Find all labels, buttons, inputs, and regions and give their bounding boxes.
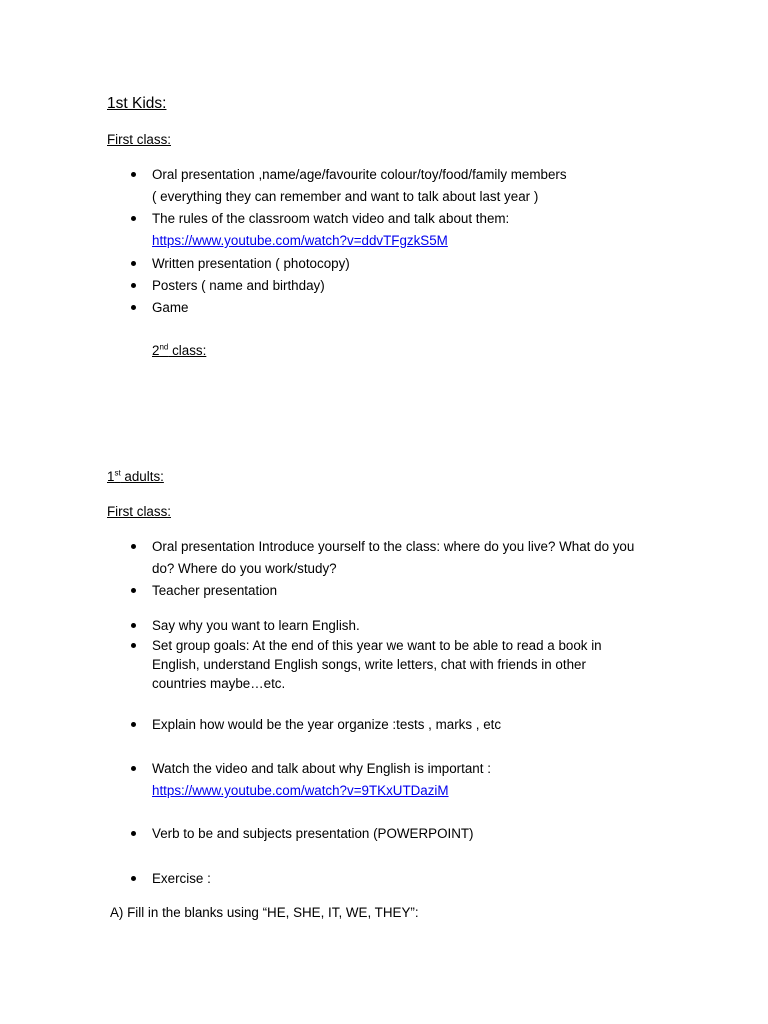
list-item: Oral presentation ,name/age/favourite colour/toy/food/family members — [152, 167, 567, 182]
bullet-icon — [131, 283, 136, 288]
kids-first-class-heading: First class: — [107, 132, 171, 147]
list-item: Verb to be and subjects presentation (POWERPOINT) — [152, 826, 474, 841]
list-item: Set group goals: At the end of this year we want to be able to read a book in — [152, 638, 602, 653]
video-link[interactable]: https://www.youtube.com/watch?v=9TKxUTDaziM — [152, 783, 449, 798]
list-item-continuation: ( everything they can remember and want to talk about last year ) — [152, 189, 539, 204]
bullet-icon — [131, 722, 136, 727]
list-item: Oral presentation Introduce yourself to the class: where do you live? What do you — [152, 539, 635, 554]
video-link[interactable]: https://www.youtube.com/watch?v=ddvTFgzkS5M — [152, 233, 448, 248]
list-item: Teacher presentation — [152, 583, 278, 598]
list-item-continuation: do? Where do you work/study? — [152, 561, 337, 576]
adults-first-class-heading: First class: — [107, 504, 171, 519]
list-item: Posters ( name and birthday) — [152, 278, 325, 293]
kids-second-class-heading — [152, 342, 206, 360]
kids-heading: 1st Kids: — [107, 95, 167, 112]
bullet-icon — [131, 544, 136, 549]
bullet-icon — [131, 831, 136, 836]
heading-number: 2 — [152, 343, 160, 358]
list-item: Say why you want to learn English. — [152, 618, 360, 633]
bullet-icon — [131, 623, 136, 628]
list-item: Watch the video and talk about why English is important : — [152, 761, 491, 776]
list-item: Explain how would be the year organize :tests , marks , etc — [152, 717, 502, 732]
adults-heading — [107, 468, 164, 486]
exercise-instruction: A) Fill in the blanks using “HE, SHE, IT, WE, THEY”: — [110, 905, 419, 920]
bullet-icon — [131, 588, 136, 593]
list-item: Written presentation ( photocopy) — [152, 256, 350, 271]
heading-superscript: st — [114, 468, 121, 478]
bullet-icon — [131, 643, 136, 648]
heading-text: class: — [168, 343, 207, 358]
bullet-icon — [131, 876, 136, 881]
list-item-continuation: countries maybe…etc. — [152, 676, 286, 691]
heading-superscript: nd — [159, 342, 169, 352]
heading-text: adults: — [120, 469, 164, 484]
bullet-icon — [131, 216, 136, 221]
bullet-icon — [131, 305, 136, 310]
bullet-icon — [131, 766, 136, 771]
heading-number: 1 — [107, 469, 115, 484]
bullet-icon — [131, 172, 136, 177]
list-item: Exercise : — [152, 871, 211, 886]
bullet-icon — [131, 261, 136, 266]
list-item: The rules of the classroom watch video and talk about them: — [152, 211, 510, 226]
list-item-continuation: English, understand English songs, write letters, chat with friends in other — [152, 657, 586, 672]
list-item: Game — [152, 300, 189, 315]
